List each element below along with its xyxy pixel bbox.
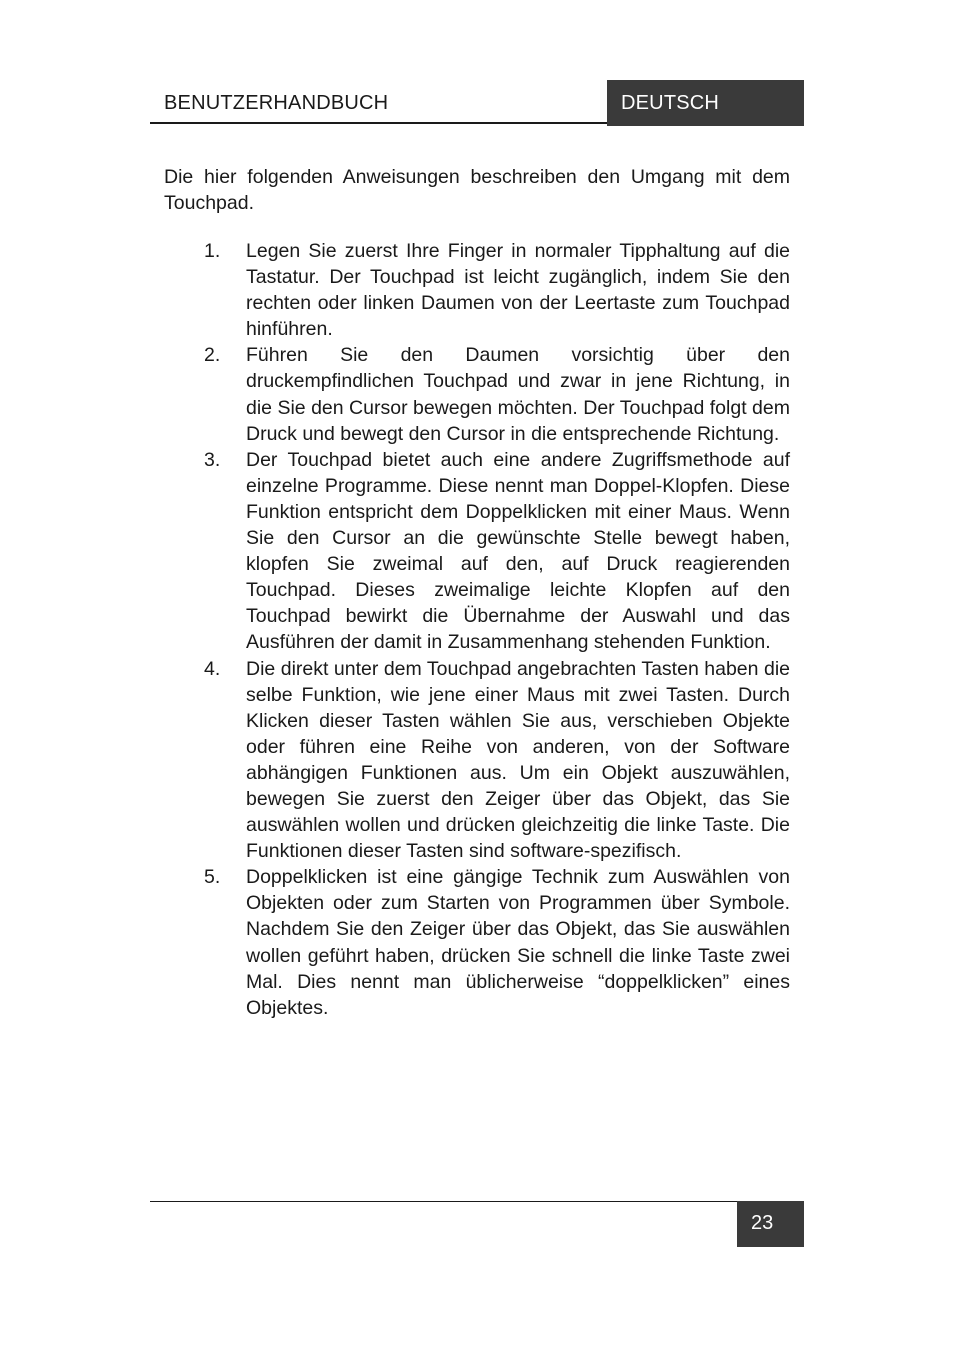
language-label: DEUTSCH xyxy=(621,92,720,114)
list-item xyxy=(164,342,790,446)
step-text: Der Touchpad bietet auch eine andere Zugriffsmethode auf einzelne Programme. Diese nennt man Doppel-Klopfen. Diese Funktion entspricht dem Doppelklicken mit einer Maus. Wenn Sie den Cursor an die gewünschte Stelle bewegt haben, klopfen Sie zweimal auf den, auf Druck reagierenden Touchpad. Dieses zweimalige leichte Klopfen auf den Touchpad bewirkt die Übernahme der Auswahl und das Ausführen der damit in Zusammenhang stehenden Funktion. xyxy=(246,448,790,654)
page-number-box xyxy=(737,1201,804,1247)
step-number: 1. xyxy=(204,240,221,262)
step-text: Doppelklicken ist eine gängige Technik zum Auswählen von Objekten oder zum Starten von Programmen über Symbole. Nachdem Sie den Zeiger über das Objekt, das Sie auswählen wollen geführt haben, drücken Sie schnell die linke Taste zwei Mal. Dies nennt man üblicherweise “doppelklicken” eines Objektes. xyxy=(246,866,790,1019)
list-item xyxy=(164,238,790,342)
step-text: Führen Sie den Daumen vorsichtig über den druckempfindlichen Touchpad und zwar in jene Richtung, in die Sie den Cursor bewegen möchten. Der Touchpad folgt dem Druck und bewegt den Cursor in die entsprechende Richtung. xyxy=(246,344,790,445)
step-text: Legen Sie zuerst Ihre Finger in normaler Tipphaltung auf die Tastatur. Der Touchpad ist leicht zugänglich, indem Sie den rechten oder linken Daumen von der Leertaste zum Touchpad hinführen. xyxy=(246,240,790,341)
intro-paragraph: Die hier folgenden Anweisungen beschreiben den Umgang mit dem Touchpad. xyxy=(164,166,790,214)
manual-title: BENUTZERHANDBUCH xyxy=(164,92,389,114)
step-text: Die direkt unter dem Touchpad angebrachten Tasten haben die selbe Funktion, wie jene einer Maus mit zwei Tasten. Durch Klicken dieser Tasten wählen Sie aus, verschieben Objekte oder führen eine Reihe von anderen, von der Software abhängigen Funktionen aus. Um ein Objekt auszuwählen, bewegen Sie zuerst den Zeiger über das Objekt, das Sie auswählen wollen und drücken gleichzeitig die linke Taste. Die Funktionen dieser Tasten sind software-spezifisch. xyxy=(246,657,790,863)
step-number: 4. xyxy=(204,657,221,680)
list-item xyxy=(164,656,790,865)
instruction-list xyxy=(164,238,790,1021)
footer-divider xyxy=(150,1201,738,1202)
step-number: 2. xyxy=(204,344,221,367)
list-item xyxy=(164,864,790,1021)
list-item xyxy=(164,447,790,656)
manual-title-header xyxy=(150,80,607,124)
language-tab xyxy=(607,80,804,126)
page-number: 23 xyxy=(751,1212,774,1234)
step-number: 5. xyxy=(204,866,221,889)
step-number: 3. xyxy=(204,448,221,471)
